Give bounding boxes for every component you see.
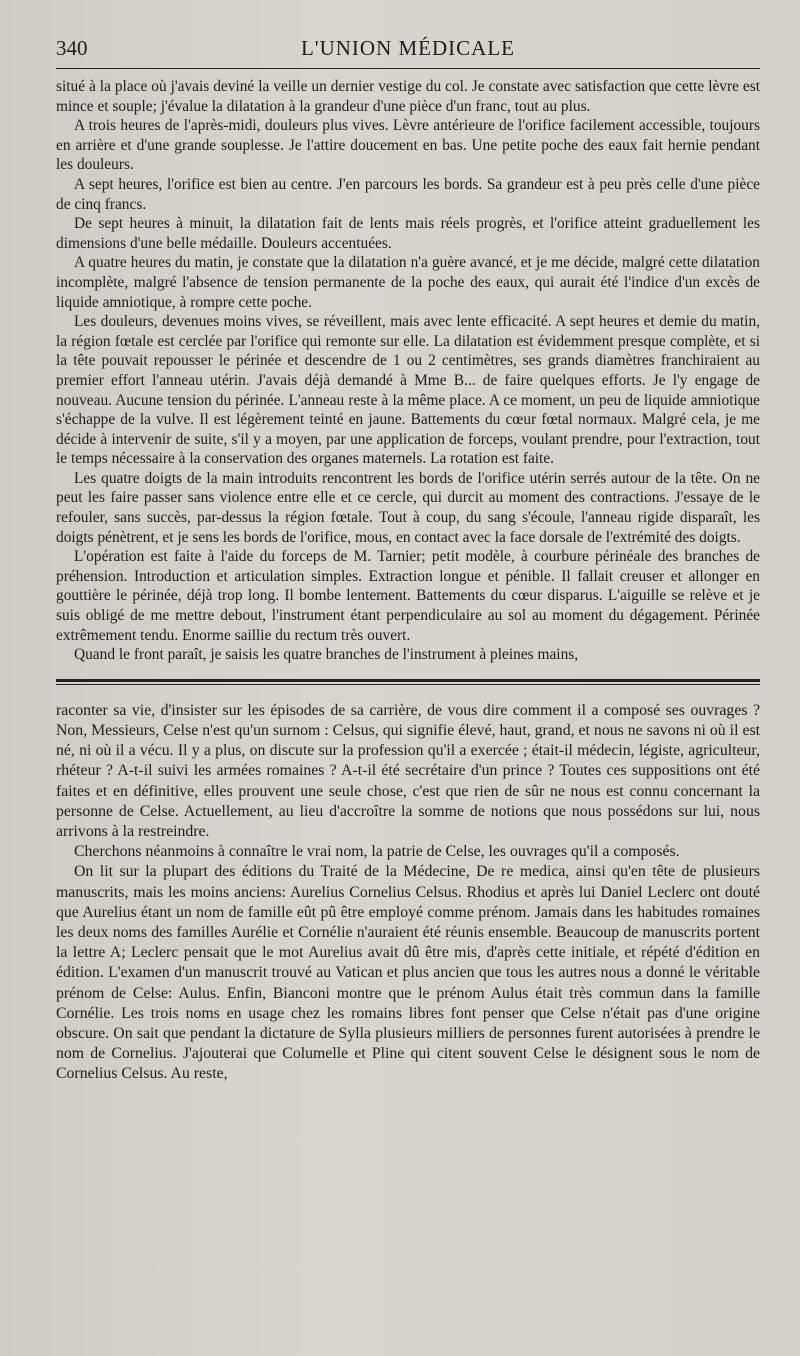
header-rule xyxy=(56,68,760,69)
paragraph: L'opération est faite à l'aide du forceps de M. Tarnier; petit modèle, à courbure périnéale des branches de préhension. Introduction et articulation simples. Extraction longue et pénible. Il fallait creuser et allonger en gouttière le périnée, déjà trop long. Il bombe lentement. Battements du cœur disparus. L'aiguille se relève et je suis obligé de me mettre debout, l'instrument étant perpendiculaire au sol au moment du dégagement. Périnée extrêmement tendu. Enorme saillie du rectum très ouvert. xyxy=(56,548,760,644)
paragraph: On lit sur la plupart des éditions du Traité de la Médecine, De re medica, ainsi qu'en tête de plusieurs manuscrits, mais les moins anciens: Aurelius Cornelius Celsus. Rhodius et après lui Daniel Leclerc ont douté que Aurelius étant un nom de famille eût pû être employé comme prénom. Jamais dans les habitudes romaines les deux noms des familles Aurélie et Cornélie n'auraient été réunis ensemble. Beaucoup de manuscrits portent la lettre A; Leclerc pensait que le mot Aurelius avait dû être mis, d'après cette initiale, et répété d'édition en édition. L'examen d'un manuscrit trouvé au Vatican et plus ancien que tous les autres nous a donné le véritable prénom de Celse: Aulus. Enfin, Bianconi montre que le prénom Aulus était très commun dans la famille Cornélie. Les trois noms en usage chez les romains libres font penser que Celse n'était pas d'une origine obscure. On sait que pendant la dictature de Sylla plusieurs milliers de personnes furent autorisées à prendre le nom de Cornelius. J'ajouterai que Columelle et Pline qui citent souvent Celse le désignent sous le nom de Cornelius Celsus. Au reste, xyxy=(56,863,760,1083)
paragraph: De sept heures à minuit, la dilatation fait de lents mais réels progrès, et l'orifice atteint graduellement les dimensions d'une belle médaille. Douleurs accentuées. xyxy=(56,215,760,252)
paragraph: Cherchons néanmoins à connaître le vrai nom, la patrie de Celse, les ouvrages qu'il a composés. xyxy=(74,843,680,861)
paragraph: A sept heures, l'orifice est bien au centre. J'en parcours les bords. Sa grandeur est à peu près celle d'une pièce de cinq francs. xyxy=(56,175,760,213)
paragraph: Les quatre doigts de la main introduits rencontrent les bords de l'orifice utérin serrés autour de la tête. On ne peut les faire passer sans violence entre elle et ce cercle, qui durcit au moment des contractions. J'essaye de le refouler, sans succès, par-dessus la région fœtale. Tout à coup, du sang s'écoule, l'anneau rigide disparaît, les doigts pénètrent, et je sens les bords de l'orifice, mous, en contact avec la face dorsale de l'extrémité des doigts. xyxy=(56,469,760,546)
paragraph: Les douleurs, devenues moins vives, se réveillent, mais avec lente efficacité. A sept heures et demie du matin, la région fœtale est cerclée par l'orifice qui remonte sur elle. La dilatation est évidemment presque complète, et si la tête pouvait repousser le périnée et descendre de 1 ou 2 centimètres, ses grands diamètres franchiraient au premier effort l'anneau utérin. J'avais déjà demandé à Mme B... de faire quelques efforts. Je l'y engage de nouveau. Aucune tension du périnée. L'anneau reste à la même place. A ce moment, un peu de liquide amniotique s'échappe de la vulve. Il est légèrement teinté en jaune. Battements du cœur fœtal normaux. Malgré cela, je me décide à intervenir de suite, s'il y a moyen, par une application de forceps, voulant prendre, pour l'extraction, tout le temps nécessaire à la conservation des organes maternels. La rotation est faite. xyxy=(56,313,760,468)
running-title: L'UNION MÉDICALE xyxy=(300,36,515,60)
page-number: 340 xyxy=(56,36,88,60)
lower-article xyxy=(56,701,760,1085)
paragraph: Quand le front paraît, je saisis les quatre branches de l'instrument à pleines mains, xyxy=(74,646,579,664)
paragraph: situé à la place où j'avais deviné la veille un dernier vestige du col. Je constate avec satisfaction que cette lèvre est mince et souple; j'évalue la dilatation à la grandeur d'une pièce d'un franc, tout au plus. xyxy=(56,78,760,115)
paragraph: A quatre heures du matin, je constate que la dilatation n'a guère avancé, et je me décide, malgré cette dilatation incomplète, malgré l'absence de tension permanente de la poche des eaux, qui aurait été l'indice d'un excès de liquide amniotique, à rompre cette poche. xyxy=(56,254,760,311)
paragraph: raconter sa vie, d'insister sur les épisodes de sa carrière, de vous dire comment il a composé ses ouvrages ? Non, Messieurs, Celse n'est qu'un surnom : Celsus, qui signifie élevé, haut, grand, et nous ne savons ni où il est né, ni où il a vécu. Il y a plus, on discute sur la profession qu'il a exercée ; était-il médecin, légiste, agriculteur, rhéteur ? A-t-il suivi les armées romaines ? A-t-il été secrétaire d'un prince ? Toutes ces suppositions ont été faites et en définitive, elles prouvent une seule chose, c'est que rien de sûr ne nous est connu concernant la personne de Celse. Actuellement, au lieu d'accroître la somme de notions que nous possédons sur lui, nous arrivons à la restreindre. xyxy=(56,701,760,841)
page-header xyxy=(56,36,760,66)
section-separator xyxy=(56,679,760,685)
paragraph: A trois heures de l'après-midi, douleurs plus vives. Lèvre antérieure de l'orifice facilement accessible, toujours en arrière et d'une grande souplesse. Je l'attire doucement en bas. Une petite poche des eaux fait hernie pendant les douleurs. xyxy=(56,117,760,174)
upper-article xyxy=(56,77,760,665)
